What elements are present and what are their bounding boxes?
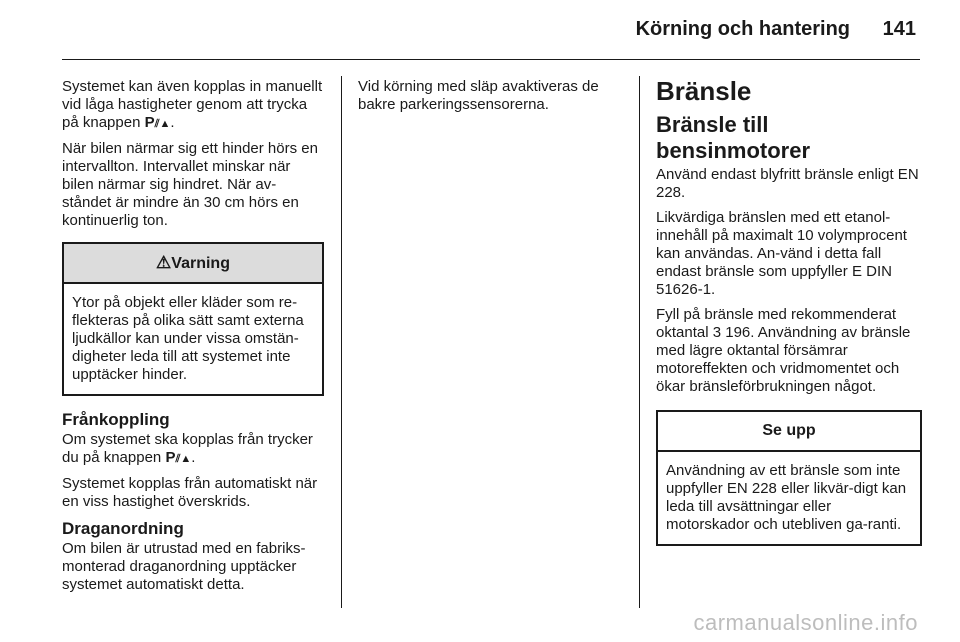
paragraph: Använd endast blyfritt bränsle enligt EN 228. — [656, 166, 919, 201]
paragraph: Om bilen är utrustad med en fabriks-monterad draganordning upptäcker systemet automatiskt detta. — [62, 540, 306, 593]
caution-box — [656, 410, 922, 546]
text: Systemet kan även kopplas in manuellt vid låga hastigheter genom att trycka på knappen — [62, 78, 323, 131]
section-heading-frankoppling: Frånkoppling — [62, 410, 170, 429]
page-reference-icon[interactable]: 3 — [712, 324, 722, 341]
header-divider — [62, 59, 920, 60]
paragraph: Vid körning med släp avaktiveras de bakre parkeringssensorerna. — [358, 78, 599, 113]
paragraph: När bilen närmar sig ett hinder hörs en intervallton. Intervallet minskar när bilen närmar sig hindret. När av-ståndet är mindre än 30 cm hörs en kontinuerlig ton. — [62, 140, 318, 229]
paragraph: Fyll på bränsle med rekommenderat oktantal 3 196. Användning av bränsle med lägre oktantal försämrar motoreffekten och vridmomentet och ökar bränsleförbrukningen något. — [656, 306, 911, 395]
section-title: Bränsle — [656, 76, 752, 106]
warning-box — [62, 242, 324, 396]
warning-body: Ytor på objekt eller kläder som re-flekteras på olika sätt samt externa ljudkällor kan under vissa omstän-digheter leda till att systemet inte upptäcker hinder. — [72, 294, 304, 383]
page-header — [0, 0, 960, 60]
paragraph: Om systemet ska kopplas från trycker du på knappen P⫽▲. — [62, 431, 313, 466]
section-heading-draganordning: Draganordning — [62, 519, 184, 538]
paragraph: Systemet kopplas från automatiskt när en viss hastighet överskrids. — [62, 475, 318, 510]
paragraph: Likvärdiga bränslen med ett etanol-innehåll på maximalt 10 volymprocent kan användas. An-vänd i detta fall endast bränsle som uppfyller E DIN 51626-1. — [656, 209, 907, 298]
park-assist-icon: P⫽▲ — [144, 114, 171, 131]
column-1 — [62, 78, 324, 601]
watermark: carmanualsonline.info — [693, 610, 918, 635]
park-assist-icon: P⫽▲ — [165, 449, 192, 466]
column-divider — [639, 76, 640, 608]
chapter-title: Körning och hantering — [635, 18, 850, 40]
caution-body: Användning av ett bränsle som inte uppfyller EN 228 eller likvär-digt kan leda till avsättningar eller motorskador och utebliven ga-ranti. — [666, 462, 907, 533]
column-divider — [341, 76, 342, 608]
subsection-title: Bränsle till bensinmotorer — [656, 112, 811, 163]
page-number: 141 — [882, 18, 916, 40]
column-3 — [656, 76, 922, 560]
paragraph: Systemet kan även kopplas in manuellt vid låga hastigheter genom att trycka på knappen P⫽▲. — [62, 78, 323, 131]
warning-header — [64, 244, 322, 284]
warning-icon: ⚠ — [156, 253, 172, 272]
column-2 — [358, 78, 623, 121]
caution-title: Se upp — [658, 412, 920, 452]
warning-title: Varning — [171, 255, 230, 272]
